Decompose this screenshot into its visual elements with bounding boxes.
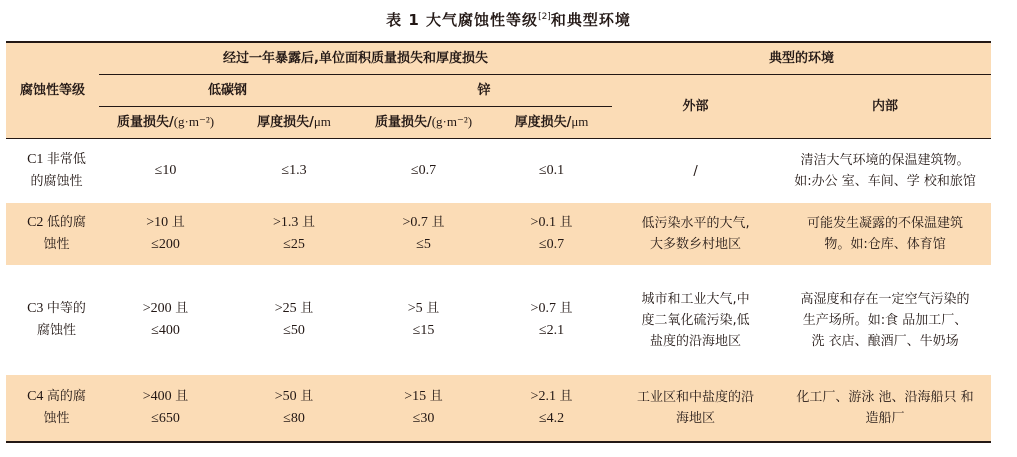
cell-steel-thickness xyxy=(232,265,356,375)
cell-steel-mass xyxy=(99,375,232,442)
cell-line: >0.7 且 xyxy=(402,215,445,230)
table-row-c1 xyxy=(6,139,991,204)
cell-zinc-mass xyxy=(356,265,491,375)
steel-mass-unit: (g·m⁻²) xyxy=(173,114,215,129)
corrosivity-table xyxy=(6,41,991,443)
cell-line: ≤4.2 xyxy=(538,411,565,426)
steel-mass-label: 质量损失/ xyxy=(116,115,174,130)
cell-line: ≤30 xyxy=(412,411,435,426)
cell-line: >10 且 xyxy=(146,215,185,230)
cell-steel-thickness xyxy=(232,139,356,204)
zinc-thickness-unit: μm xyxy=(571,114,589,129)
cell-line: ≤0.7 xyxy=(538,237,565,252)
cell-zinc-thickness xyxy=(491,375,612,442)
header-row-1 xyxy=(6,42,991,75)
table-row-c4 xyxy=(6,375,991,442)
cell-line: ≤400 xyxy=(151,323,180,338)
cell-zinc-mass xyxy=(356,139,491,204)
header-outdoor xyxy=(612,75,779,139)
cell-line: ≤2.1 xyxy=(538,323,565,338)
cell-zinc-mass xyxy=(356,203,491,265)
cell-line: ≤0.1 xyxy=(538,163,565,178)
header-grade-label: 腐蚀性等级 xyxy=(19,82,85,98)
cell-outdoor xyxy=(612,265,779,375)
header-zinc-mass xyxy=(356,107,491,139)
header-steel-label: 低碳钢 xyxy=(207,82,247,98)
cell-line: 海地区 xyxy=(676,411,716,426)
cell-indoor xyxy=(779,203,991,265)
cell-line: 度二氧化硫污染,低 xyxy=(641,312,750,328)
cell-line: ≤25 xyxy=(283,237,305,252)
header-grade xyxy=(6,42,99,139)
cell-line: 高湿度和存在一定空气污染的 xyxy=(800,291,970,307)
header-indoor xyxy=(779,75,991,139)
cell-outdoor xyxy=(612,375,779,442)
table-row-c2 xyxy=(6,203,991,265)
header-env-group xyxy=(612,42,991,75)
zinc-thickness-label: 厚度损失/ xyxy=(514,115,572,130)
cell-line: ≤1.3 xyxy=(281,163,307,178)
header-zinc xyxy=(356,75,612,107)
cell-indoor xyxy=(779,375,991,442)
caption-reference: [2] xyxy=(538,12,551,22)
cell-line: 工业区和中盐度的沿 xyxy=(637,390,755,405)
cell-line: 的腐蚀性 xyxy=(30,174,83,189)
cell-line: >0.1 且 xyxy=(530,215,573,230)
cell-outdoor xyxy=(612,203,779,265)
cell-line: C3 中等的 xyxy=(27,301,86,316)
steel-thickness-unit: μm xyxy=(313,114,331,129)
cell-grade xyxy=(6,203,99,265)
cell-line: >15 且 xyxy=(404,389,443,404)
caption-prefix: 表 1 大气腐蚀性等级 xyxy=(386,11,539,29)
cell-steel-thickness xyxy=(232,203,356,265)
cell-line: 化工厂、游泳 池、沿海船只 和 xyxy=(796,390,974,405)
cell-steel-mass xyxy=(99,139,232,204)
cell-line: 如:办公 室、车间、学 校和旅馆 xyxy=(794,174,976,189)
table-row-c3 xyxy=(6,265,991,375)
cell-line: 物。如:仓库、体育馆 xyxy=(824,237,946,252)
header-zinc-thickness xyxy=(491,107,612,139)
header-outdoor-label: 外部 xyxy=(682,98,709,114)
header-loss-group xyxy=(99,42,612,75)
zinc-mass-label: 质量损失/ xyxy=(374,115,432,130)
cell-line: 大多数乡村地区 xyxy=(650,237,742,252)
cell-line: ≤10 xyxy=(154,163,177,178)
cell-line: >0.7 且 xyxy=(530,301,573,316)
cell-line: 生产场所。如:食 品加工厂、 xyxy=(802,312,968,328)
zinc-mass-unit: (g·m⁻²) xyxy=(431,114,473,129)
cell-line: ≤80 xyxy=(283,411,305,426)
cell-line: 蚀性 xyxy=(43,411,70,426)
cell-line: ≤0.7 xyxy=(410,163,437,178)
header-env-group-label: 典型的环境 xyxy=(769,50,835,66)
cell-line: ≤650 xyxy=(151,411,180,426)
cell-line: >25 且 xyxy=(274,301,314,316)
cell-line: C4 高的腐 xyxy=(27,389,86,404)
cell-line: 蚀性 xyxy=(43,237,70,252)
cell-line: / xyxy=(693,163,698,179)
cell-line: 可能发生凝露的不保温建筑 xyxy=(807,216,964,231)
header-steel-mass xyxy=(99,107,232,139)
cell-line: ≤15 xyxy=(412,323,435,338)
cell-line: >200 且 xyxy=(142,301,189,316)
header-zinc-label: 锌 xyxy=(477,82,491,98)
cell-line: 清洁大气环境的保温建筑物。 xyxy=(800,153,970,168)
header-steel-thickness xyxy=(232,107,356,139)
cell-line: >50 且 xyxy=(274,389,314,404)
cell-zinc-thickness xyxy=(491,265,612,375)
cell-steel-mass xyxy=(99,203,232,265)
cell-grade xyxy=(6,139,99,204)
header-indoor-label: 内部 xyxy=(872,98,899,114)
cell-line: >5 且 xyxy=(407,301,440,316)
header-steel xyxy=(99,75,356,107)
cell-steel-mass xyxy=(99,265,232,375)
steel-thickness-label: 厚度损失/ xyxy=(257,115,314,130)
cell-indoor xyxy=(779,265,991,375)
cell-line: 盐度的沿海地区 xyxy=(650,333,742,349)
header-loss-group-label: 经过一年暴露后,单位面积质量损失和厚度损失 xyxy=(223,50,488,66)
header-row-2 xyxy=(6,75,991,107)
cell-line: >1.3 且 xyxy=(273,215,315,230)
cell-zinc-thickness xyxy=(491,139,612,204)
cell-indoor xyxy=(779,139,991,204)
cell-line: >2.1 且 xyxy=(530,389,573,404)
cell-line: 城市和工业大气,中 xyxy=(641,291,750,307)
caption-suffix: 和典型环境 xyxy=(550,11,631,29)
cell-line: C2 低的腐 xyxy=(27,215,86,230)
cell-outdoor xyxy=(612,139,779,204)
cell-steel-thickness xyxy=(232,375,356,442)
cell-grade xyxy=(6,265,99,375)
cell-grade xyxy=(6,375,99,442)
cell-line: 造船厂 xyxy=(865,411,905,426)
cell-line: C1 非常低 xyxy=(27,152,86,167)
cell-line: 洗 衣店、酿酒厂、牛奶场 xyxy=(811,333,959,349)
cell-line: ≤50 xyxy=(283,323,305,338)
cell-zinc-thickness xyxy=(491,203,612,265)
cell-line: ≤200 xyxy=(151,237,180,252)
cell-line: 低污染水平的大气, xyxy=(641,216,750,231)
cell-line: >400 且 xyxy=(142,389,189,404)
cell-line: ≤5 xyxy=(416,237,431,252)
table-caption xyxy=(0,6,1017,31)
cell-zinc-mass xyxy=(356,375,491,442)
cell-line: 腐蚀性 xyxy=(36,323,76,338)
